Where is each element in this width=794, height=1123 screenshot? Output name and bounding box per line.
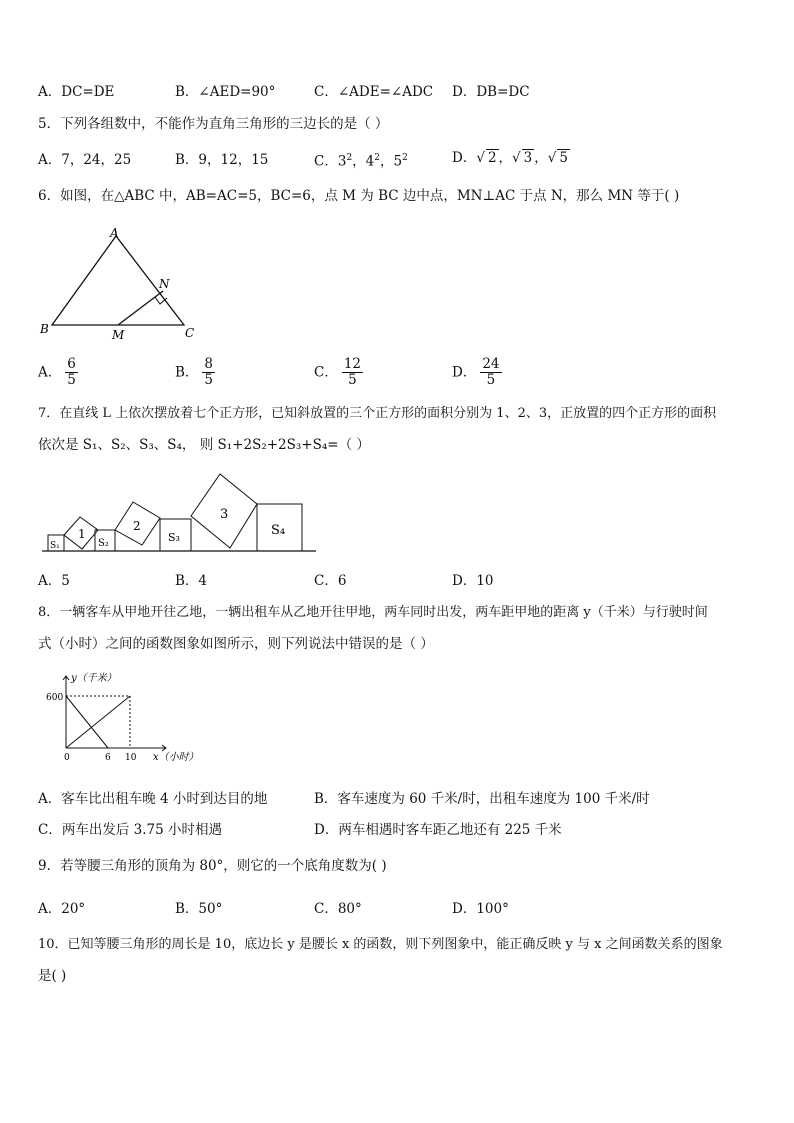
- q5-option-c: C．$3^2$，$4^2$，$5^2$: [314, 153, 408, 170]
- q8-x-axis-label: x（小时）: [153, 752, 199, 763]
- label-a: A: [110, 226, 119, 240]
- q7-label-1: 1: [78, 527, 86, 541]
- q9-option-b: B．50°: [175, 901, 223, 917]
- q10-stem-line2: 是( ): [38, 968, 67, 984]
- q7-label-3: 3: [220, 507, 229, 522]
- q5-option-a: A．7，24，25: [38, 152, 132, 168]
- q7-stem-line1: 7．在直线 L 上依次摆放着七个正方形，已知斜放置的三个正方形的面积分别为 1、2、3，正放置的四个正方形的面积: [38, 406, 717, 421]
- q8-stem-line2: 式（小时）之间的函数图象如图所示，则下列说法中错误的是（ ）: [38, 636, 434, 652]
- q9-option-a: A．20°: [38, 901, 86, 917]
- q7-option-a: A．5: [38, 573, 70, 589]
- label-m: M: [112, 328, 125, 342]
- q4-option-b: B．∠AED=90°: [175, 84, 276, 100]
- q7-label-s2: S₂: [98, 538, 109, 549]
- q8-option-c: C．两车出发后 3.75 小时相遇: [38, 822, 222, 838]
- q6-option-b: B． $\frac{8}{5}$: [175, 356, 214, 388]
- q4-option-d: D．DB=DC: [452, 84, 530, 100]
- q9-option-d: D．100°: [452, 901, 509, 917]
- q4-option-a: A．DC=DE: [38, 84, 115, 100]
- q8-x-tick-6: 6: [105, 753, 111, 763]
- q5-stem: 5．下列各组数中，不能作为直角三角形的三边长的是（ ）: [38, 116, 389, 132]
- q5-option-b: B．9，12，15: [175, 152, 269, 168]
- q8-x-tick-0: 0: [64, 753, 70, 763]
- q6-option-c: C． $\frac{12}{5}$: [314, 356, 362, 388]
- q4-option-c: C．∠ADE=∠ADC: [314, 84, 434, 100]
- q7-squares-figure: [40, 468, 320, 562]
- q7-label-2: 2: [133, 519, 141, 533]
- q6-stem: 6．如图，在△ABC 中，AB=AC=5，BC=6，点 M 为 BC 边中点，MN⊥AC 于点 N，那么 MN 等于( ): [38, 188, 680, 204]
- q7-label-s3: S₃: [168, 531, 180, 544]
- q5-option-d: D．√ 2 ，√ 3 ，√ 5: [452, 150, 568, 166]
- q6-triangle-figure: [36, 224, 206, 348]
- q6-option-d: D． $\frac{24}{5}$: [452, 356, 500, 388]
- q7-label-s4: S₄: [271, 523, 286, 538]
- q6-option-a: A． $\frac{6}{5}$: [38, 356, 76, 388]
- q9-option-c: C．80°: [314, 901, 362, 917]
- q8-option-d: D．两车相遇时客车距乙地还有 225 千米: [314, 822, 562, 838]
- q7-option-c: C．6: [314, 573, 347, 589]
- q8-y-tick-600: 600: [46, 693, 64, 703]
- label-n: N: [159, 277, 170, 291]
- q8-option-b: B．客车速度为 60 千米/时，出租车速度为 100 千米/时: [314, 791, 650, 807]
- q9-stem: 9．若等腰三角形的顶角为 80°，则它的一个底角度数为( ): [38, 858, 387, 874]
- q7-stem-line2: 依次是 S₁、S₂、S₃、S₄， 则 S₁+2S₂+2S₃+S₄=（ ）: [38, 437, 370, 453]
- q8-stem-line1: 8．一辆客车从甲地开往乙地，一辆出租车从乙地开往甲地，两车同时出发，两车距甲地的距离 y（千米）与行驶时间: [38, 605, 708, 620]
- q8-y-axis-label: y（千米）: [71, 673, 117, 684]
- q7-option-b: B．4: [175, 573, 208, 589]
- q8-function-graph: [40, 668, 220, 772]
- q8-x-tick-10: 10: [125, 753, 137, 763]
- label-b: B: [40, 322, 49, 336]
- q8-option-a: A．客车比出租车晚 4 小时到达目的地: [38, 791, 268, 807]
- label-c: C: [185, 326, 195, 340]
- q7-option-d: D．10: [452, 573, 494, 589]
- q10-stem-line1: 10．已知等腰三角形的周长是 10，底边长 y 是腰长 x 的函数，则下列图象中，能正确反映 y 与 x 之间函数关系的图象: [38, 937, 723, 952]
- q7-label-s1: S₁: [50, 541, 60, 551]
